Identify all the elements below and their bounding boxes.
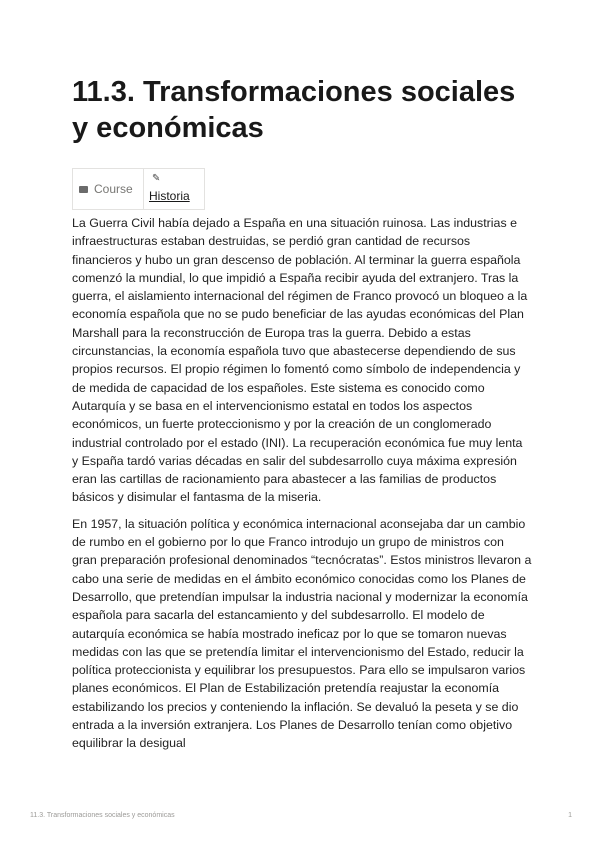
pencil-icon: ✎ (152, 173, 161, 184)
page-number: 1 (568, 812, 572, 819)
course-label: Course (94, 182, 133, 196)
document-body (72, 214, 532, 761)
book-icon (79, 186, 88, 193)
paragraph: La Guerra Civil había dejado a España en una situación ruinosa. Las industrias e infraestructuras estaban destruidas, se perdió gran cantidad de recursos financieros y hubo un gran descenso de población. Al terminar la guerra española comenzó la mundial, lo que impidió a España recibir ayuda del extranjero. Tras la guerra, el aislamiento internacional del régimen de Franco provocó un bloqueo a la economía española que no se pudo beneficiar de las ayudas económicas del Plan Marshall para la reconstrucción de Europa tras la guerra. Debido a estas circunstancias, la economía española tuvo que abastecerse dependiendo de sus propios recursos. El propio régimen lo fomentó como símbolo de independencia y de medida de capacidad de los españoles. Este sistema es conocido como Autarquía y se basa en el intervencionismo estatal en todos los aspectos económicos, un fuerte proteccionismo y por la creación de un conglomerado industrial controlado por el estado (INI). La recuperación económica fue muy lenta y España tardó varias décadas en salir del subdesarrollo cuya máxima expresión eran las cartillas de racionamiento para abastecer a las familias de productos básicos y disimular el fantasma de la miseria. (72, 216, 528, 505)
page-title: 11.3. Transformaciones sociales y económicas (72, 76, 516, 144)
paragraph: En 1957, la situación política y económica internacional aconsejaba dar un cambio de rumbo en el gobierno por lo que Franco introdujo un grupo de ministros con gran preparación profesional denominados “tecnócratas”. Estos ministros llevaron a cabo una serie de medidas en el ámbito económico conocidas como los Planes de Desarrollo, que pretendían impulsar la industria nacional y modernizar la economía española para sacarla del estancamiento y del subdesarrollo. El modelo de autarquía económica se había mostrado ineficaz por lo que se tomaron nuevas medidas con las que se pretendía limitar el intervencionismo del Estado, reducir la política proteccionista y equilibrar los presupuestos. Para ello se impulsaron varios planes económicos. El Plan de Estabilización pretendía reajustar la economía estabilizando los precios y conteniendo la inflación. Se devaluó la peseta y se dio entrada a la inversión extranjera. Los Planes de Desarrollo tenían como objetivo equilibrar la desigual (72, 516, 532, 751)
course-property-value (144, 169, 205, 210)
course-property-label (73, 169, 144, 210)
course-tag-link[interactable]: Historia (149, 189, 190, 203)
properties-table (72, 168, 205, 210)
footer-title: 11.3. Transformaciones sociales y económicas (30, 812, 175, 819)
